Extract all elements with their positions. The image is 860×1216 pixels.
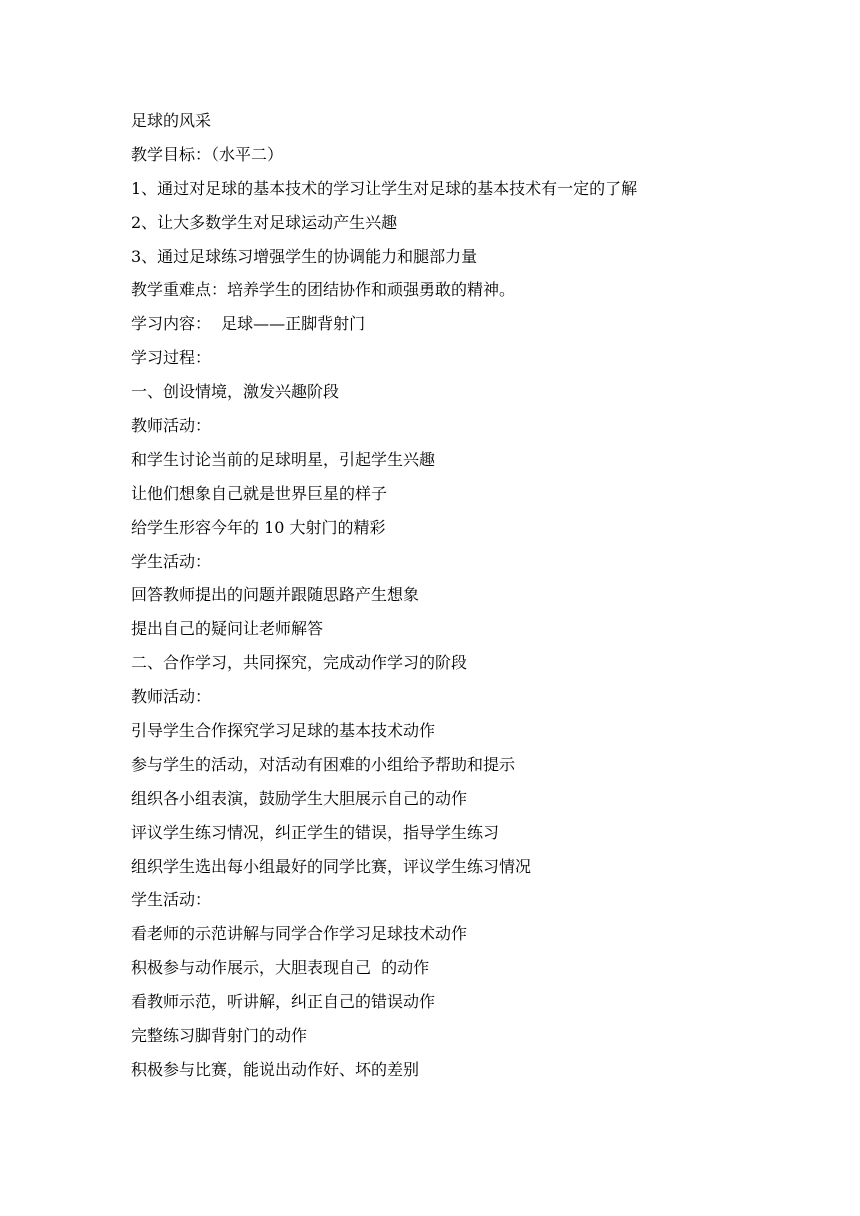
- activity-item: 给学生形容今年的 10 大射门的精彩: [131, 517, 386, 537]
- activity-item: 评议学生练习情况，纠正学生的错误，指导学生练习: [131, 822, 500, 842]
- activity-item: 让他们想象自己就是世界巨星的样子: [131, 483, 388, 503]
- document-title: 足球的风采: [131, 111, 212, 130]
- activity-item: 提出自己的疑问让老师解答: [131, 619, 324, 639]
- activity-item: 回答教师提出的问题并跟随思路产生想象: [131, 585, 420, 605]
- activity-item: 完整练习脚背射门的动作: [131, 1026, 308, 1046]
- key-points-line: 教学重难点：培养学生的团结协作和顽强勇敢的精神。: [131, 280, 516, 300]
- section-heading: 一、创设情境，激发兴趣阶段: [131, 382, 340, 402]
- student-activity-heading: 学生活动：: [131, 890, 212, 910]
- activity-item: 组织各小组表演，鼓励学生大胆展示自己的动作: [131, 788, 468, 808]
- student-activity-heading: 学生活动：: [131, 551, 212, 571]
- activity-item: 积极参与比赛，能说出动作好、坏的差别: [131, 1059, 420, 1079]
- activity-item: 和学生讨论当前的足球明星，引起学生兴趣: [131, 449, 436, 469]
- activity-item: 引导学生合作探究学习足球的基本技术动作: [131, 721, 436, 741]
- learning-content-line: 学习内容： 足球——正脚背射门: [131, 314, 366, 334]
- goal-item: 3、通过足球练习增强学生的协调能力和腿部力量: [131, 246, 478, 266]
- activity-item: 看教师示范，听讲解，纠正自己的错误动作: [131, 992, 436, 1012]
- teacher-activity-heading: 教师活动：: [131, 687, 212, 707]
- goal-item: 2、让大多数学生对足球运动产生兴趣: [131, 212, 398, 232]
- teaching-goals-heading: 教学目标：（水平二）: [131, 144, 284, 164]
- document-body: [131, 104, 771, 1087]
- activity-item: 参与学生的活动，对活动有困难的小组给予帮助和提示: [131, 754, 516, 774]
- section-heading: 二、合作学习，共同探究，完成动作学习的阶段: [131, 653, 468, 673]
- learning-process-heading: 学习过程：: [131, 348, 212, 368]
- activity-item: 看老师的示范讲解与同学合作学习足球技术动作: [131, 924, 468, 944]
- activity-item: 积极参与动作展示，大胆表现自己 的动作: [131, 958, 430, 978]
- activity-item: 组织学生选出每小组最好的同学比赛，评议学生练习情况: [131, 856, 532, 876]
- goal-item: 1、通过对足球的基本技术的学习让学生对足球的基本技术有一定的了解: [131, 178, 638, 198]
- teacher-activity-heading: 教师活动：: [131, 416, 212, 436]
